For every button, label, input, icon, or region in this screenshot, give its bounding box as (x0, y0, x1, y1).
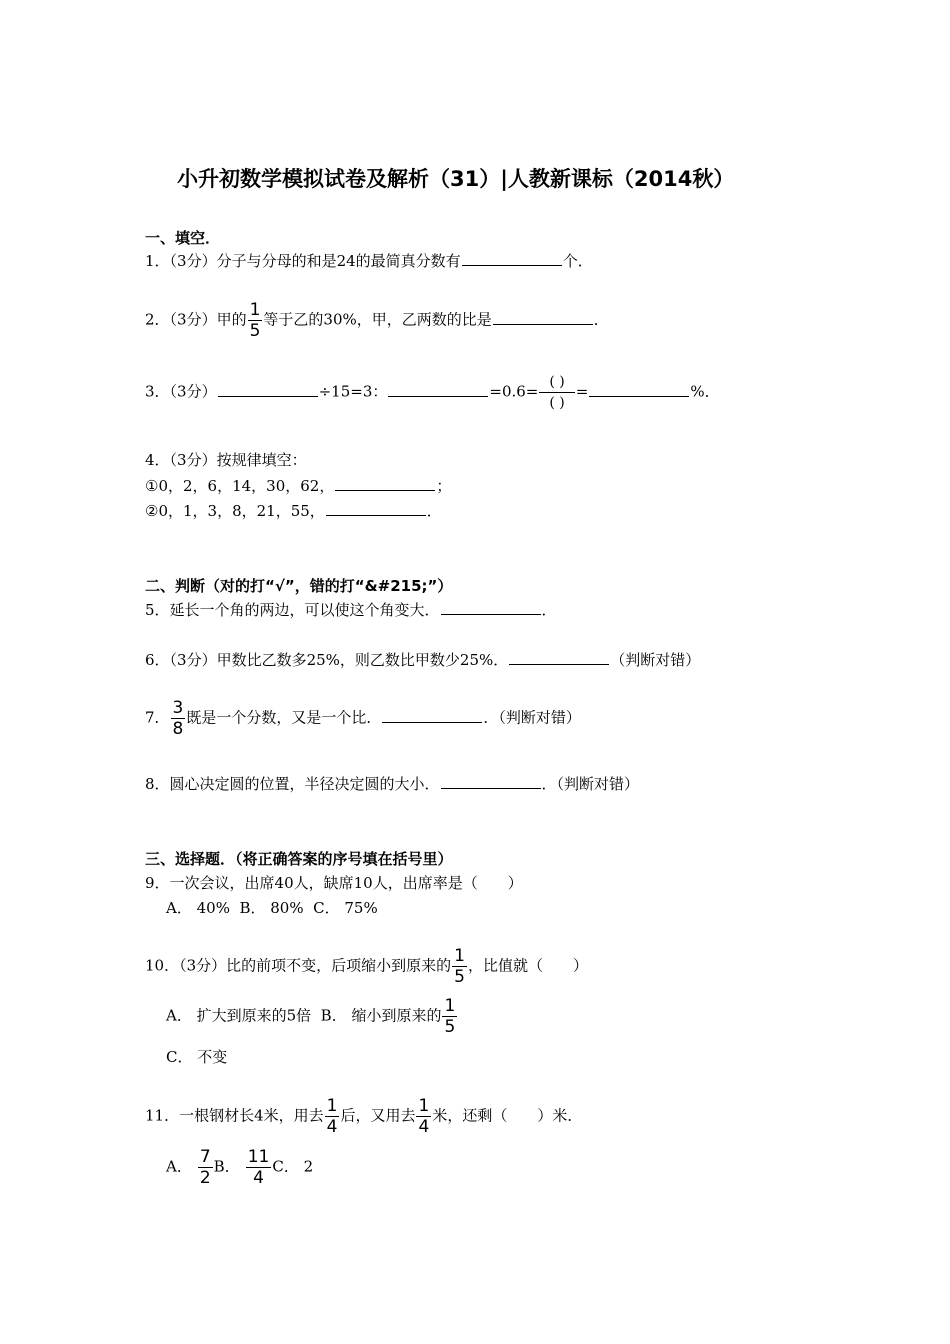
page-title: 小升初数学模拟试卷及解析（31）|人教新课标（2014秋） (177, 167, 735, 191)
question-6-text: 6．（3分）甲数比乙数多25%，则乙数比甲数少25%． (145, 651, 509, 669)
question-2-post: 等于乙的30%，甲，乙两数的比是 (263, 310, 492, 329)
question-7-tail: ．（判断对错） (483, 708, 581, 727)
question-3 (145, 372, 720, 413)
fraction-denominator: 4 (418, 1117, 430, 1137)
question-8-tail: ．（判断对错） (541, 775, 640, 793)
question-10 (145, 946, 588, 987)
question-5-tail: ． (541, 601, 557, 619)
sequence-1-tail: ； (436, 477, 452, 495)
fraction-numerator: 1 (444, 996, 456, 1016)
answer-blank (462, 251, 562, 266)
sequence-2: ②0，1，3，8，21，55， (145, 502, 325, 520)
fraction-denominator: 4 (253, 1168, 264, 1188)
answer-blank (493, 310, 593, 325)
fraction-numerator: 3 (172, 698, 184, 718)
question-2-pre: 2．（3分）甲的 (145, 310, 247, 329)
fraction-numerator: 7 (199, 1147, 211, 1167)
fraction-denominator: 2 (199, 1168, 211, 1188)
question-7 (145, 698, 581, 739)
question-4-head: 4．（3分）按规律填空： (145, 451, 307, 469)
question-8-text: 8．圆心决定圆的位置，半径决定圆的大小． (145, 775, 440, 793)
question-4-line-2 (145, 501, 442, 521)
fraction-denominator: 5 (444, 1017, 456, 1037)
question-11-pre: 11．一根钢材长4米，用去 (145, 1106, 324, 1125)
question-10-post: ，比值就（ ） (467, 956, 588, 975)
fraction-denominator: 5 (249, 321, 261, 341)
fraction (248, 300, 263, 341)
question-9-options: A． 40% B． 80% C． 75% (166, 899, 378, 917)
question-1-text: 1．（3分）分子与分母的和是24的最简真分数有 (145, 252, 461, 270)
question-3-pre: 3．（3分） (145, 382, 217, 401)
question-11-options (166, 1147, 313, 1188)
fraction (198, 1147, 213, 1188)
fraction (246, 1147, 272, 1188)
section-heading-fill-blank: 一、填空． (145, 229, 221, 247)
fraction (539, 372, 574, 413)
fraction-numerator: ( ) (539, 372, 574, 393)
question-11-mid: 后，又用去 (340, 1106, 416, 1125)
answer-blank (509, 650, 609, 665)
sequence-2-tail: ． (426, 502, 442, 520)
answer-blank (218, 382, 318, 397)
question-3-tail: %． (690, 382, 720, 401)
sequence-1: ①0，2，6，14，30，62， (145, 477, 335, 495)
question-1-tail: 个． (562, 252, 593, 270)
option-a-b: A． 扩大到原来的5倍 B． 缩小到原来的 (166, 1006, 442, 1025)
question-10-option-c: C． 不变 (166, 1048, 228, 1066)
fraction (171, 698, 186, 739)
question-3-mid1: ÷15=3： (318, 382, 388, 401)
section-heading-judge: 二、判断（对的打“√”，错的打“&#215;”） (145, 577, 453, 595)
question-7-text: 既是一个分数，又是一个比． (186, 708, 382, 727)
answer-blank (589, 382, 689, 397)
question-5-text: 5．延长一个角的两边，可以使这个角变大． (145, 601, 440, 619)
question-1 (145, 251, 593, 271)
fraction-numerator: 1 (418, 1096, 430, 1116)
fraction-numerator: 1 (454, 946, 465, 966)
answer-blank (441, 600, 541, 615)
question-6-tail: （判断对错） (610, 651, 701, 669)
fraction (416, 1096, 431, 1137)
answer-blank (335, 476, 435, 491)
option-c-label: C． 2 (272, 1157, 314, 1176)
fraction-denominator: 4 (326, 1117, 338, 1137)
question-3-mid2: =0.6= (489, 382, 539, 401)
question-5 (145, 600, 557, 620)
section-heading-choice: 三、选择题．（将正确答案的序号填在括号里） (145, 850, 453, 868)
question-6 (145, 650, 700, 670)
fraction-denominator: ( ) (549, 395, 565, 411)
answer-blank (382, 708, 482, 723)
question-2-tail: ． (593, 310, 609, 329)
fraction-numerator: 1 (326, 1096, 338, 1116)
question-7-pre: 7． (145, 708, 170, 727)
fraction (442, 996, 457, 1037)
answer-blank (388, 382, 488, 397)
question-8 (145, 774, 639, 794)
question-11-post: 米，还剩（ ）米． (432, 1106, 583, 1125)
question-2 (145, 300, 609, 341)
fraction-denominator: 5 (454, 967, 465, 987)
fraction-numerator: 1 (249, 300, 261, 320)
answer-blank (441, 774, 541, 789)
fraction (452, 946, 467, 987)
question-10-options-ab (166, 996, 458, 1037)
question-3-mid3: = (575, 382, 589, 401)
fraction (325, 1096, 340, 1137)
option-b-label: B． (213, 1157, 240, 1176)
question-10-pre: 10．（3分）比的前项不变，后项缩小到原来的 (145, 956, 452, 975)
question-11 (145, 1096, 582, 1137)
question-4-line-1 (145, 476, 451, 496)
option-a-label: A． (166, 1157, 192, 1176)
question-9: 9．一次会议，出席40人，缺席10人，出席率是（ ） (145, 874, 523, 892)
answer-blank (326, 501, 426, 516)
fraction-numerator: 11 (247, 1147, 270, 1167)
fraction-denominator: 8 (172, 719, 184, 739)
